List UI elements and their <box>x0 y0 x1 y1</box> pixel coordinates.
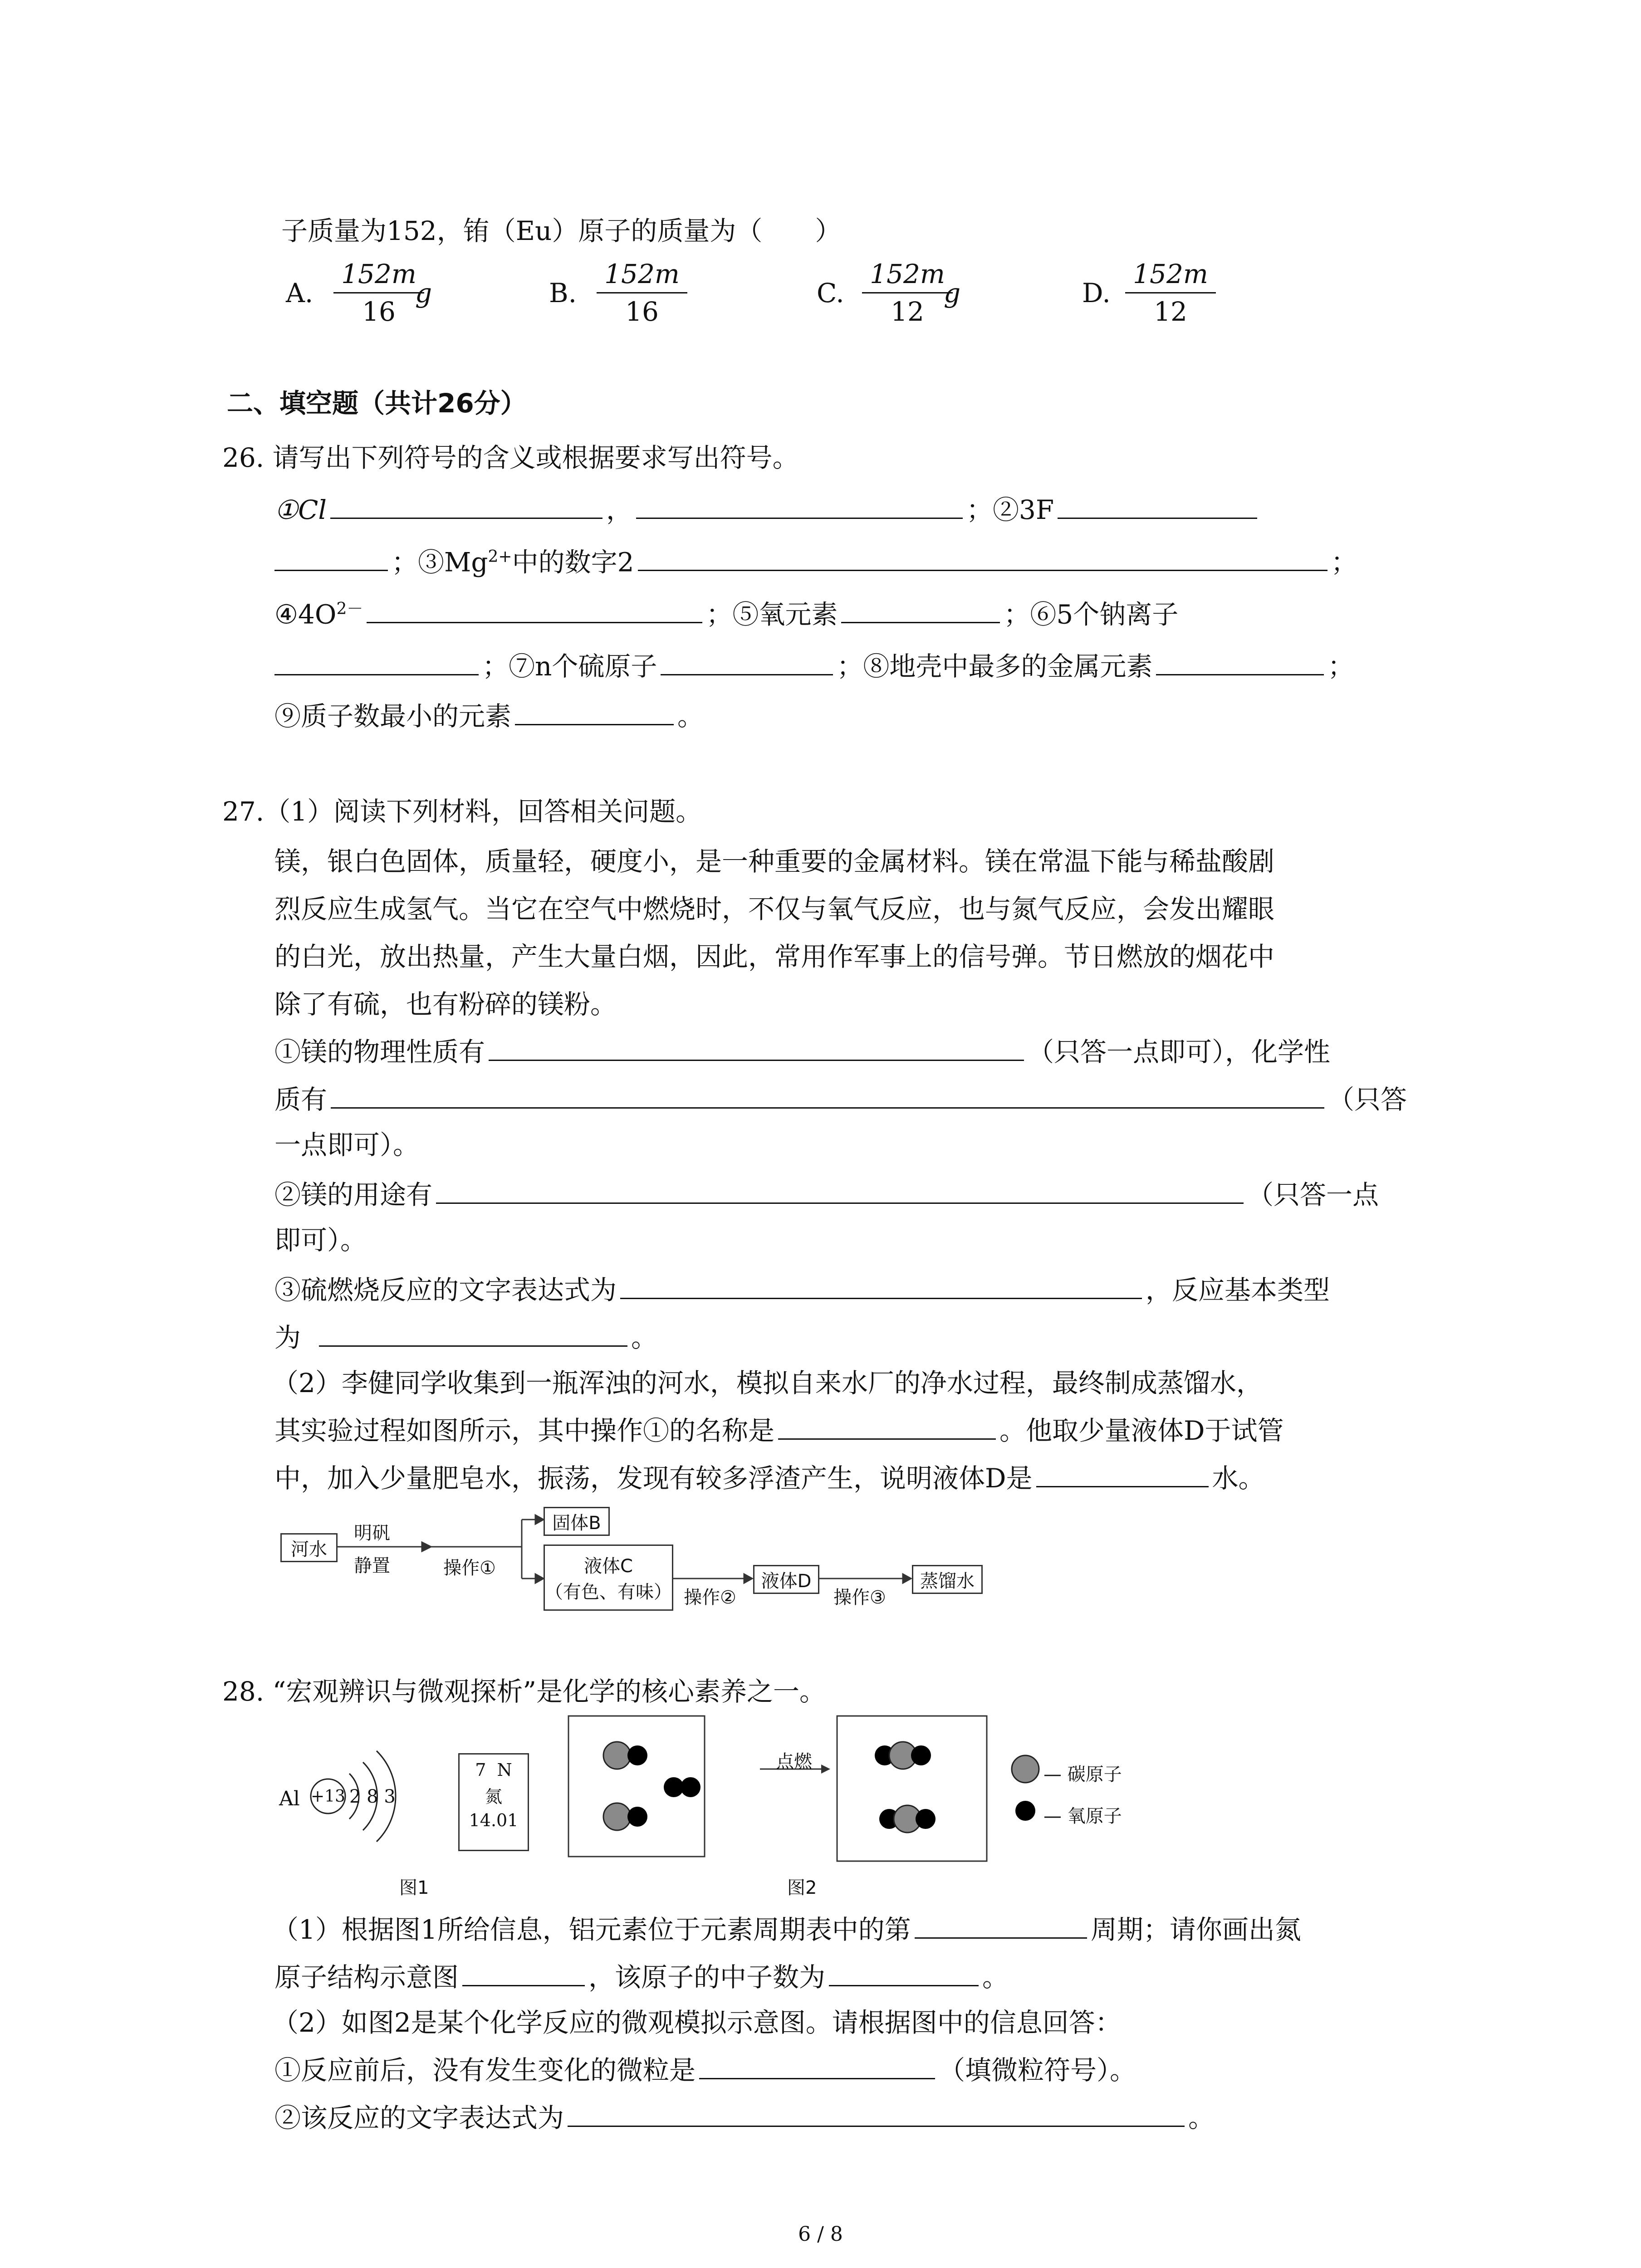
option-c-fraction: 152m 12 <box>862 259 953 327</box>
option-a-label: A. <box>286 278 314 308</box>
q26-line2: ；$③Mg^{2+}$中的数字2 ； <box>274 549 1357 575</box>
legend-atoms <box>1007 1751 1043 1828</box>
river-water-box: 河水 <box>280 1533 338 1562</box>
q27-part2-a: （2）李健同学收集到一瓶浑浊的河水，模拟自来水厂的净水过程，最终制成蒸馏水， <box>272 1368 1263 1398</box>
q27-part2-c: 中，加入少量肥皂水，振荡，发现有较多浮渣产生，说明液体D是 水。 <box>274 1463 1265 1494</box>
q27-b2: 即可）。 <box>274 1225 367 1256</box>
section-title: 二、填空题（共计26分） <box>227 388 527 419</box>
figure-1-caption: 图1 <box>399 1877 429 1898</box>
option-d-fraction: 152m 12 <box>1125 259 1216 327</box>
q27-c2: 为 。 <box>274 1322 658 1353</box>
reactant-co-2-oxygen <box>627 1807 647 1827</box>
q26-line5: ⑨质子数最小的元素 。 <box>274 701 704 732</box>
option-b-fraction: 152m 16 <box>597 259 687 327</box>
product-co2-2-oxygen-b <box>916 1809 936 1829</box>
liquid-d-box: 液体D <box>753 1565 819 1594</box>
q27-a3: 一点即可）。 <box>274 1129 420 1160</box>
page-number: 6 / 8 <box>798 2223 843 2246</box>
distilled-water-box: 蒸馏水 <box>912 1565 983 1594</box>
q28-s1: （1）根据图1所给信息，铝元素位于元素周期表中的第 周期；请你画出氮 <box>272 1914 1301 1945</box>
solid-b-box: 固体B <box>544 1507 610 1536</box>
al-shell-electrons: 2 8 3 <box>349 1786 396 1807</box>
operation-1-label: 操作① <box>443 1558 496 1579</box>
alum-label: 明矾 <box>354 1523 390 1544</box>
option-c-label: C. <box>817 278 844 308</box>
q27-material-2: 烈反应生成氢气。当它在空气中燃烧时，不仅与氧气反应，也与氮气反应，会发出耀眼 <box>274 894 1275 924</box>
q27-material-1: 镁，银白色固体，质量轻，硬度小，是一种重要的金属材料。镁在常温下能与稀盐酸剧 <box>274 846 1275 877</box>
q28-stem: 28. “宏观辨识与微观探析”是化学的核心素养之一。 <box>222 1676 826 1707</box>
option-d-label: D. <box>1082 278 1111 308</box>
reactant-co-1-oxygen <box>627 1745 647 1765</box>
reactant-co-2-carbon <box>603 1803 631 1830</box>
settle-label: 静置 <box>354 1555 390 1576</box>
option-a-fraction: 152m 16 <box>333 259 424 327</box>
q26-line1: ①Cl ， ；②3F <box>274 497 1261 523</box>
legend-carbon-label: — 碳原子 <box>1043 1764 1122 1785</box>
legend-oxygen-icon <box>1015 1801 1035 1821</box>
q26-line4: ；⑦n个硫原子 ；⑧地壳中最多的金属元素 ； <box>274 653 1354 679</box>
al-symbol: Al <box>279 1787 300 1810</box>
product-co2-1-oxygen-b <box>911 1745 931 1765</box>
q26-stem: 26. 请写出下列符号的含义或根据要求写出符号。 <box>222 442 799 473</box>
operation-3-label: 操作③ <box>833 1587 886 1608</box>
reactant-co-1-carbon <box>603 1742 631 1769</box>
q28-s3: （2）如图2是某个化学反应的微观模拟示意图。请根据图中的信息回答： <box>272 2007 1122 2038</box>
q27-material-3: 的白光，放出热量，产生大量白烟，因此，常用作军事上的信号弹。节日燃放的烟花中 <box>274 941 1275 972</box>
q27-part2-b: 其实验过程如图所示，其中操作①的名称是 。他取少量液体D于试管 <box>274 1415 1284 1446</box>
q27-part1: 27.（1）阅读下列材料，回答相关问题。 <box>222 796 702 827</box>
q26-line3: $④4O^{2-}$ ；⑤氧元素 ；⑥5个钠离子 <box>274 599 1179 630</box>
nitrogen-element-tile: 7 N 氮 14.01 <box>458 1753 529 1851</box>
option-c-unit: g <box>944 278 961 308</box>
liquid-c-box: 液体C （有色、有味） <box>544 1545 673 1611</box>
q27-a2: 质有 （只答 <box>274 1084 1407 1115</box>
q28-s5: ②该反应的文字表达式为 。 <box>274 2102 1215 2133</box>
q28-s2: 原子结构示意图 ，该原子的中子数为 。 <box>274 1962 1009 1993</box>
q28-s4: ①反应前后，没有发生变化的微粒是 （填微粒符号）。 <box>274 2055 1136 2086</box>
q27-a1: ①镁的物理性质有 （只答一点即可），化学性 <box>274 1036 1331 1067</box>
legend-carbon-icon <box>1012 1755 1039 1783</box>
q27-material-4: 除了有硫，也有粉碎的镁粉。 <box>274 989 617 1020</box>
q27-b1: ②镁的用途有 （只答一点 <box>274 1179 1379 1210</box>
legend-oxygen-label: — 氧原子 <box>1043 1806 1122 1827</box>
option-a-unit: g <box>415 278 432 308</box>
option-b-label: B. <box>549 278 577 308</box>
figure-2-caption: 图2 <box>787 1877 817 1898</box>
al-nucleus-charge: +13 <box>311 1787 345 1806</box>
reactant-o2-b <box>681 1777 700 1797</box>
ignite-label: 点燃 <box>776 1751 812 1772</box>
q25-stem-end: 子质量为152，铕（Eu）原子的质量为（ ） <box>281 215 842 246</box>
operation-2-label: 操作② <box>684 1587 736 1608</box>
q27-c1: ③硫燃烧反应的文字表达式为 ，反应基本类型 <box>274 1275 1330 1305</box>
reaction-model-diagram <box>567 1715 1021 1869</box>
